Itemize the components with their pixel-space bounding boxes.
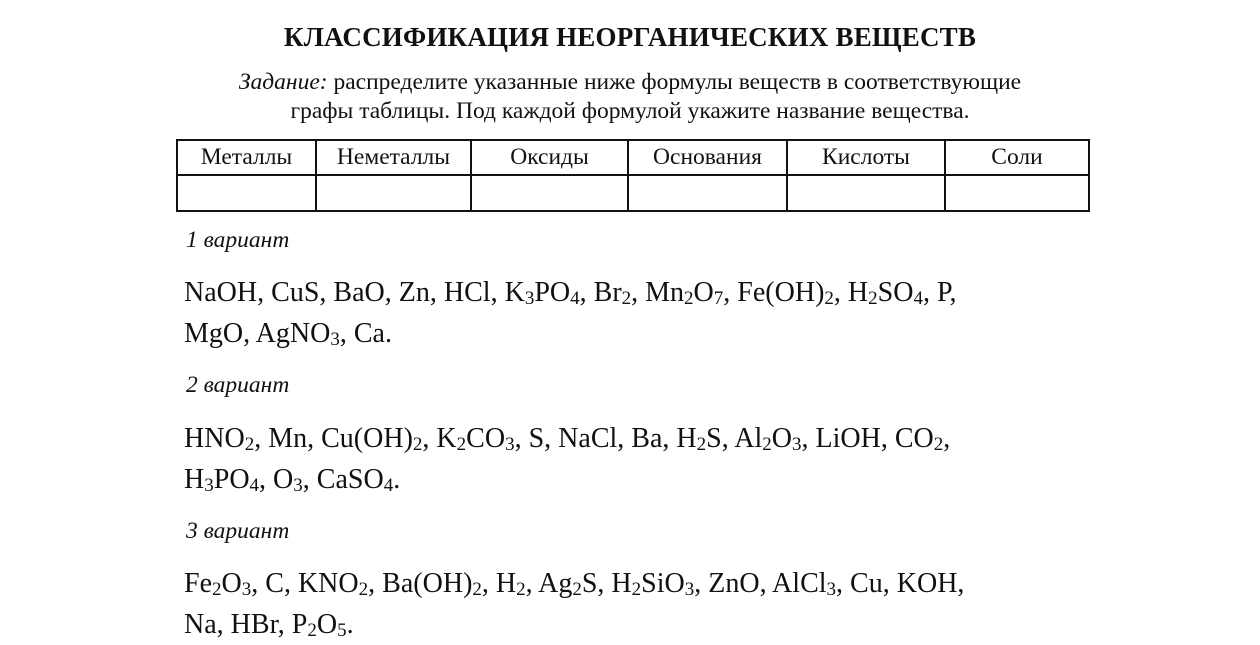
formula-subscript: 3 [505,434,515,455]
formula-subscript: 2 [868,288,878,309]
task-line-1 [0,68,1260,97]
formula-subscript: 3 [241,579,252,600]
formula-subscript: 2 [684,288,694,309]
variant-3-formulas [184,563,1104,645]
formula-subscript: 4 [383,475,394,496]
formula-subscript: 3 [330,329,340,350]
formula-subscript: 2 [358,579,369,600]
variant-2-formulas [184,418,1104,500]
variant-1-formulas [184,272,1104,354]
header-nonmetals: Неметаллы [316,140,471,175]
formula-subscript: 3 [524,288,535,309]
formula-subscript: 3 [791,434,802,455]
formula-subscript: 2 [621,288,632,309]
formula-line: Na, HBr, $P_2O_5$. [184,609,354,641]
formula-subscript: 4 [249,475,260,496]
formula-subscript: 2 [631,579,642,600]
header-acids: Кислоты [787,140,945,175]
formula-subscript: 3 [826,579,837,600]
formula-subscript: 2 [824,288,834,309]
formula-subscript: 2 [307,620,317,641]
formula-subscript: 2 [572,579,582,600]
formula-subscript: 2 [696,434,707,455]
formula-subscript: 2 [472,579,482,600]
answer-cell-oxides[interactable] [471,175,628,211]
table-header-row [177,140,1089,175]
formula-line: NaOH, CuS, BaO, Zn, HCl, $K_3PO_4$, $Br_2$, $Mn_2O_7$, $Fe(OH)_2$, $H_2SO_4$, P, [184,277,957,309]
formula-line: $Fe_2O_3$, C, $KNO_2$, $Ba(OH)_2$, $H_2$, $Ag_2S$, $H_2SiO_3$, ZnO, AlCl$_3$, Cu, KOH, [184,568,965,600]
formula-subscript: 3 [684,579,695,600]
task-label: Задание: [238,69,328,95]
task-line-2: графы таблицы. Под каждой формулой укажите название вещества. [290,98,970,124]
formula-subscript: 2 [933,434,944,455]
table-answer-row [177,175,1089,211]
formula-subscript: 3 [204,475,214,496]
header-metals: Металлы [177,140,316,175]
formula-subscript: 3 [293,475,303,496]
formula-subscript: 4 [913,288,923,309]
formula-subscript: 2 [212,579,222,600]
answer-cell-nonmetals[interactable] [316,175,471,211]
header-oxides: Оксиды [471,140,628,175]
formula-subscript: 4 [570,288,580,309]
answer-cell-bases[interactable] [628,175,787,211]
page-title: КЛАССИФИКАЦИЯ НЕОРГАНИЧЕСКИХ ВЕЩЕСТВ [283,22,977,52]
task-instructions [0,68,1260,126]
variant-2-label: 2 вариант [186,372,290,398]
variant-3-label: 3 вариант [186,518,290,544]
formula-subscript: 2 [244,434,255,455]
formula-subscript: 2 [412,434,423,455]
formula-line: $HNO_2$, Mn, $Cu(OH)_2$, $K_2CO_3$, S, NaCl, Ba, $H_2S$, $Al_2O_3$, LiOH, $CO_2$, [184,423,951,455]
variant-1-label: 1 вариант [186,227,290,253]
formula-subscript: 5 [337,620,347,641]
answer-cell-salts[interactable] [945,175,1089,211]
formula-line: $H_3PO_4$, $O_3$, CaSO$_4$. [184,464,401,496]
formula-subscript: 2 [516,579,526,600]
answer-cell-acids[interactable] [787,175,945,211]
formula-subscript: 2 [762,434,772,455]
header-bases: Основания [628,140,787,175]
formula-subscript: 2 [456,434,467,455]
formula-subscript: 7 [713,288,724,309]
formula-line: MgO, AgNO$_3$, Ca. [184,318,392,350]
classification-table [176,139,1090,212]
answer-cell-metals[interactable] [177,175,316,211]
task-text-1: распределите указанные ниже формулы веществ в соответствующие [333,69,1022,95]
header-salts: Соли [945,140,1089,175]
